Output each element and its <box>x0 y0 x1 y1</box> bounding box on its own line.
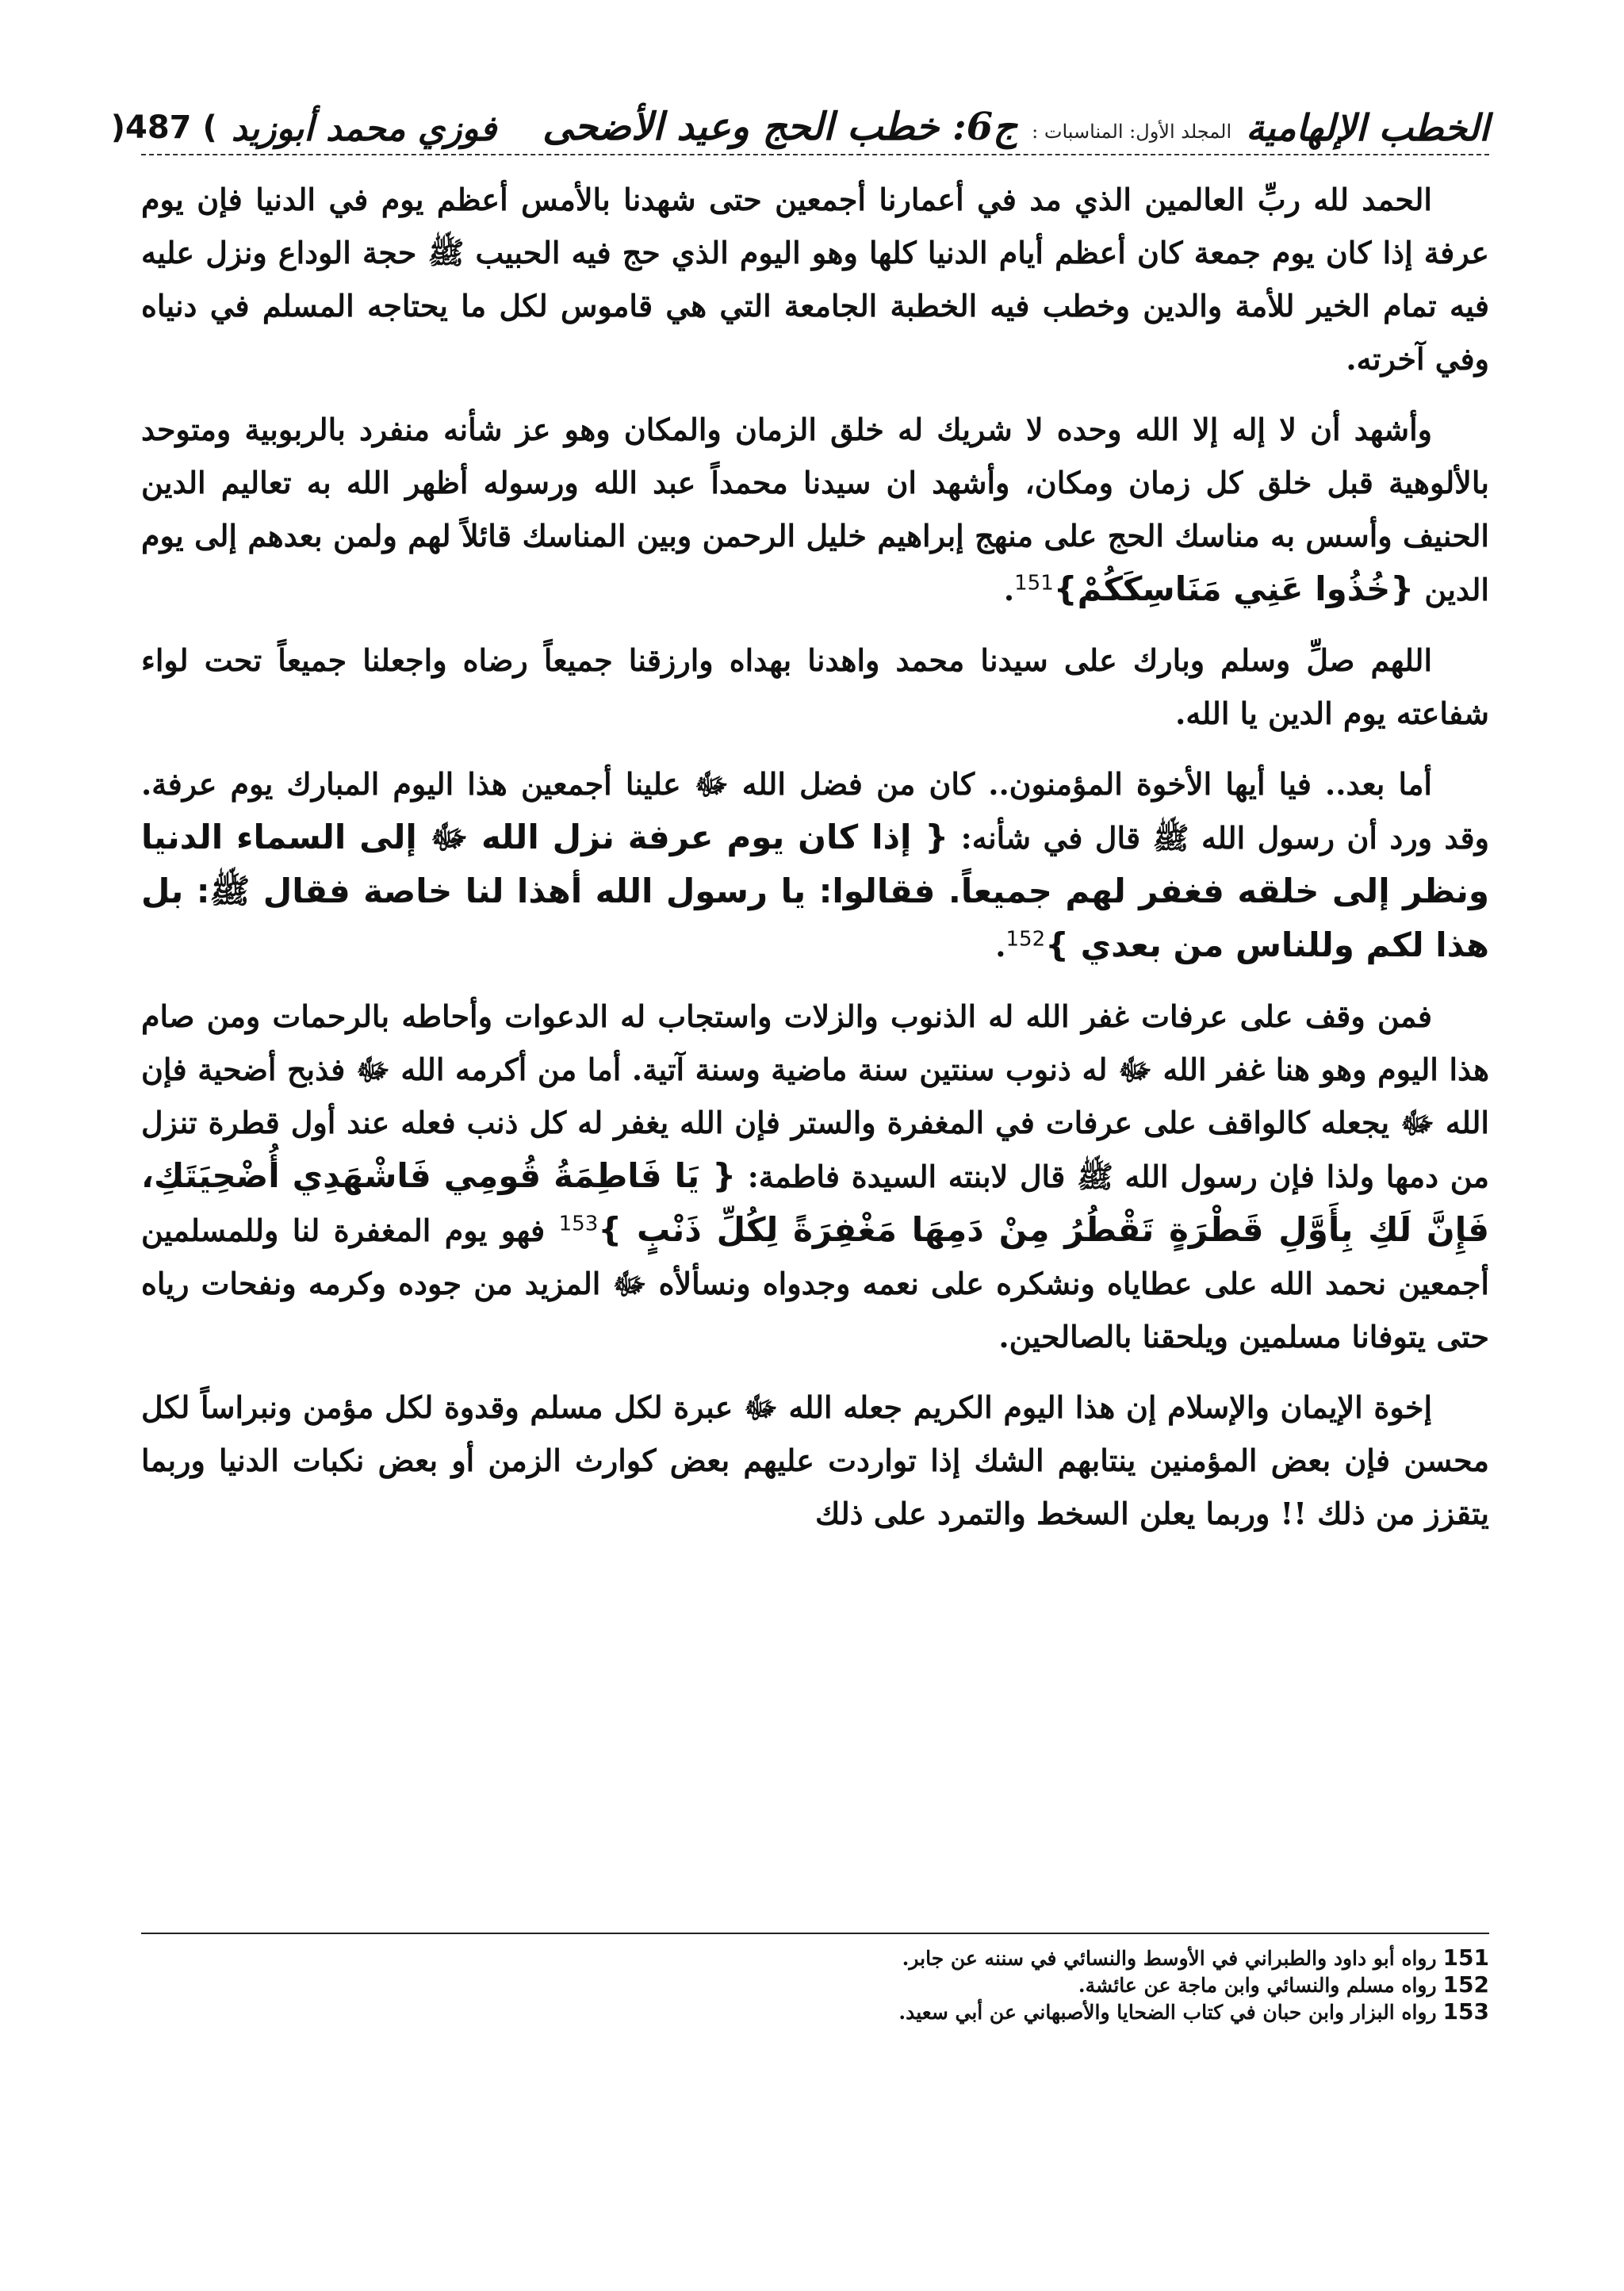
paragraph <box>141 990 1489 1363</box>
text-run: اللهم صلِّ وسلم وبارك على سيدنا محمد واهدنا بهداه وارزقنا جميعاً رضاه واجعلنا جميعاً تحت لواء شفاعته يوم الدين يا الله. <box>141 642 1489 731</box>
footnote-divider <box>141 1933 1489 1934</box>
quotation: {خُذُوا عَنِي مَنَاسِكَكُمْ} <box>1053 569 1415 608</box>
text-run: . <box>995 928 1006 964</box>
quotation: { إذا كان يوم عرفة نزل الله ﷻ إلى السماء الدنيا ونظر إلى خلقه فغفر لهم جميعاً. فقالوا: يا رسول الله أهذا لنا خاصة فقال ﷺ: بل هذا لكم وللناس من بعدي } <box>141 818 1489 964</box>
footnote-text: رواه البزار وابن حبان في كتاب الضحايا والأصبهاني عن أبي سعيد. <box>898 2001 1437 2024</box>
footnote <box>538 1944 1489 1971</box>
footnote-ref: 153 <box>558 1212 599 1236</box>
footnotes <box>538 1944 1489 2025</box>
text-run: فمن وقف على عرفات غفر الله له الذنوب والزلات واستجاب له الدعوات وأحاطه بالرحمات ومن صام هذا اليوم وهو هنا غفر الله ﷻ له ذنوب سنتين سنة ماضية وسنة آتية. أما من أكرمه الله ﷻ فذبح أضحية فإن الله ﷻ يجعله كالواقف على عرفات في المغفرة والستر فإن الله يغفر له كل ذنب فعله عند أول قطرة تنزل من دمها ولذا فإن رسول الله ﷺ قال لابنته السيدة فاطمة: <box>141 998 1489 1194</box>
text-run: . <box>1003 572 1015 607</box>
header-divider <box>141 154 1489 155</box>
book-title: الخطب الإلهامية <box>1246 106 1489 149</box>
part-title: ج6: خطب الحج وعيد الأضحى <box>542 105 1018 149</box>
footnote-number: 152 <box>1442 1971 1489 1998</box>
paragraph <box>141 1381 1489 1540</box>
footnote <box>538 1998 1489 2025</box>
body-text <box>141 173 1489 1557</box>
volume-label: المجلد الأول: المناسبات : <box>1032 121 1232 143</box>
paragraph <box>141 173 1489 385</box>
quotation: { يَا فَاطِمَةُ قُومِي فَاشْهَدِي أُضْحِيَتَكِ، فَإِنَّ لَكِ بِأَوَّلِ قَطْرَةٍ تَقْطُرُ مِنْ دَمِهَا مَغْفِرَةً لِكُلِّ ذَنْبٍ } <box>141 1156 1489 1249</box>
running-header <box>110 76 1489 149</box>
footnote <box>538 1971 1489 1998</box>
footnote-number: 151 <box>1442 1944 1489 1971</box>
text-run: الحمد لله ربِّ العالمين الذي مد في أعمارنا أجمعين حتى شهدنا بالأمس أعظم يوم في الدنيا فإن يوم عرفة إذا كان يوم جمعة كان أعظم أيام الدنيا كلها وهو اليوم الذي حج فيه الحبيب ﷺ حجة الوداع ونزل عليه فيه تمام الخير للأمة والدين وخطب فيه الخطبة الجامعة التي هي قاموس لكل ما يحتاجه المسلم في دنياه وفي آخرته. <box>141 182 1489 377</box>
footnote-ref: 151 <box>1014 571 1054 596</box>
text-run: أما بعد.. فيا أيها الأخوة المؤمنون.. كان من فضل الله ﷻ علينا أجمعين هذا اليوم المبارك يوم عرفة. وقد ورد أن رسول الله ﷺ قال في شأنه: <box>141 766 1489 856</box>
paragraph <box>141 403 1489 616</box>
footnote-text: رواه أبو داود والطبراني في الأوسط والنسائي في سننه عن جابر. <box>902 1947 1437 1970</box>
text-run: إخوة الإيمان والإسلام إن هذا اليوم الكريم جعله الله ﷻ عبرة لكل مسلم وقدوة لكل مؤمن ونبراساًَ لكل محسن فإن بعض المؤمنين ينتابهم الشك إذا تواردت عليهم بعض كوارث الزمن أو بعض نكبات الدنيا وربما يتقزز من ذلك !! وربما يعلن السخط والتمرد على ذلك <box>141 1389 1489 1531</box>
paragraph <box>141 757 1489 972</box>
footnote-number: 153 <box>1442 1998 1489 2025</box>
footnote-text: رواه مسلم والنسائي وابن ماجة عن عائشة. <box>1078 1974 1437 1997</box>
page-number: ) 487( <box>110 109 217 146</box>
paragraph <box>141 634 1489 740</box>
text-run: فهو يوم المغفرة لنا وللمسلمين أجمعين نحمد الله على عطاياه ونشكره على نعمه وجدواه ونسألأه ﷻ المزيد من جوده وكرمه ونفحات رياه حتى يتوفانا مسلمين ويلحقنا بالصالحين. <box>141 1213 1489 1354</box>
footnote-ref: 152 <box>1005 927 1046 952</box>
text-run: وأشهد أن لا إله إلا الله وحده لا شريك له خلق الزمان والمكان وهو عز شأنه منفرد بالربوبية ومتوحد بالألوهية قبل خلق كل زمان ومكان، وأشهد ان سيدنا محمداً عبد الله ورسوله أظهر الله به تعاليم الدين الحنيف وأسس به مناسك الحج على منهج إبراهيم خليل الرحمن وبين المناسك قائلاً لهم ولمن بعدهم إلى يوم الدين <box>141 412 1489 607</box>
author-name: فوزي محمد أبوزيد <box>231 109 497 149</box>
